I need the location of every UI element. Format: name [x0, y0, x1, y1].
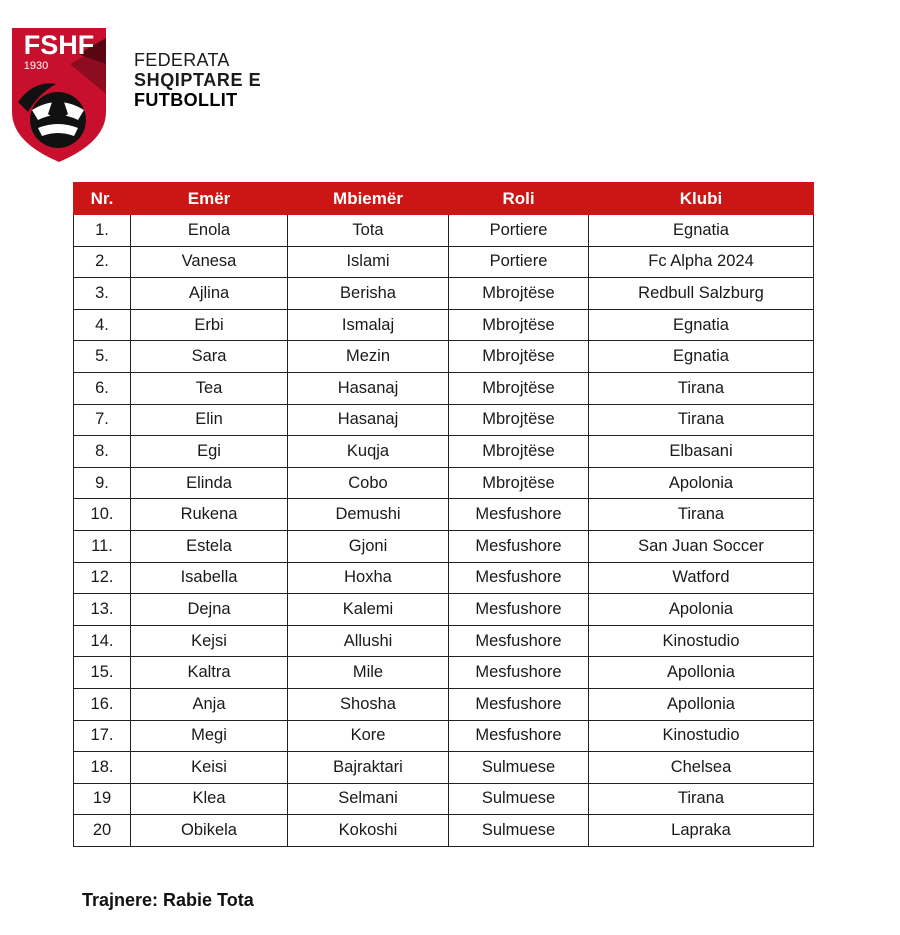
cell-surname: Gjoni — [288, 530, 449, 562]
cell-nr: 19 — [74, 783, 131, 815]
cell-club: Egnatia — [589, 215, 814, 247]
federation-name — [134, 50, 261, 110]
football-crest-icon — [8, 24, 110, 166]
cell-nr: 11. — [74, 530, 131, 562]
cell-name: Klea — [131, 783, 288, 815]
cell-nr: 8. — [74, 436, 131, 468]
coach-line: Trajnere: Rabie Tota — [82, 890, 254, 910]
cell-role: Mesfushore — [449, 625, 589, 657]
cell-name: Elin — [131, 404, 288, 436]
cell-name: Rukena — [131, 499, 288, 531]
cell-role: Portiere — [449, 246, 589, 278]
cell-surname: Allushi — [288, 625, 449, 657]
table-row — [74, 815, 814, 847]
cell-nr: 3. — [74, 278, 131, 310]
cell-surname: Hasanaj — [288, 372, 449, 404]
cell-nr: 6. — [74, 372, 131, 404]
cell-nr: 14. — [74, 625, 131, 657]
cell-role: Mesfushore — [449, 562, 589, 594]
cell-club: Apollonia — [589, 688, 814, 720]
table-row — [74, 720, 814, 752]
cell-club: Watford — [589, 562, 814, 594]
table-row — [74, 246, 814, 278]
table-row — [74, 278, 814, 310]
table-row — [74, 562, 814, 594]
cell-name: Kejsi — [131, 625, 288, 657]
cell-club: Chelsea — [589, 752, 814, 784]
column-header-surname: Mbiemër — [288, 183, 449, 215]
cell-nr: 12. — [74, 562, 131, 594]
column-header-nr: Nr. — [74, 183, 131, 215]
table-row — [74, 594, 814, 626]
cell-surname: Bajraktari — [288, 752, 449, 784]
table-row — [74, 752, 814, 784]
cell-name: Erbi — [131, 309, 288, 341]
cell-surname: Shosha — [288, 688, 449, 720]
cell-name: Vanesa — [131, 246, 288, 278]
cell-role: Mesfushore — [449, 657, 589, 689]
table-row — [74, 404, 814, 436]
cell-role: Sulmuese — [449, 815, 589, 847]
org-name-line-3: FUTBOLLIT — [134, 90, 238, 110]
cell-name: Ajlina — [131, 278, 288, 310]
cell-surname: Selmani — [288, 783, 449, 815]
cell-club: Tirana — [589, 783, 814, 815]
cell-surname: Berisha — [288, 278, 449, 310]
cell-nr: 9. — [74, 467, 131, 499]
cell-name: Dejna — [131, 594, 288, 626]
cell-club: Apollonia — [589, 657, 814, 689]
cell-name: Estela — [131, 530, 288, 562]
table-row — [74, 215, 814, 247]
cell-name: Sara — [131, 341, 288, 373]
column-header-club: Klubi — [589, 183, 814, 215]
cell-nr: 2. — [74, 246, 131, 278]
cell-name: Anja — [131, 688, 288, 720]
cell-surname: Hasanaj — [288, 404, 449, 436]
cell-club: Tirana — [589, 499, 814, 531]
cell-nr: 13. — [74, 594, 131, 626]
cell-nr: 15. — [74, 657, 131, 689]
cell-role: Mesfushore — [449, 720, 589, 752]
roster-body — [74, 215, 814, 847]
cell-nr: 7. — [74, 404, 131, 436]
cell-club: Tirana — [589, 404, 814, 436]
cell-nr: 4. — [74, 309, 131, 341]
cell-role: Mbrojtëse — [449, 467, 589, 499]
cell-club: Apolonia — [589, 594, 814, 626]
cell-name: Enola — [131, 215, 288, 247]
cell-name: Kaltra — [131, 657, 288, 689]
cell-surname: Mezin — [288, 341, 449, 373]
cell-club: Kinostudio — [589, 625, 814, 657]
table-row — [74, 372, 814, 404]
cell-name: Isabella — [131, 562, 288, 594]
cell-club: Egnatia — [589, 309, 814, 341]
cell-name: Egi — [131, 436, 288, 468]
cell-club: Egnatia — [589, 341, 814, 373]
cell-surname: Tota — [288, 215, 449, 247]
cell-role: Mesfushore — [449, 530, 589, 562]
cell-name: Obikela — [131, 815, 288, 847]
cell-name: Keisi — [131, 752, 288, 784]
table-row — [74, 783, 814, 815]
table-row — [74, 657, 814, 689]
table-row — [74, 499, 814, 531]
cell-name: Megi — [131, 720, 288, 752]
cell-nr: 1. — [74, 215, 131, 247]
cell-name: Elinda — [131, 467, 288, 499]
cell-surname: Kore — [288, 720, 449, 752]
cell-nr: 16. — [74, 688, 131, 720]
cell-club: Tirana — [589, 372, 814, 404]
column-header-role: Roli — [449, 183, 589, 215]
cell-surname: Kuqja — [288, 436, 449, 468]
cell-role: Mbrojtëse — [449, 309, 589, 341]
logo-abbr: FSHF — [23, 30, 95, 60]
cell-surname: Cobo — [288, 467, 449, 499]
cell-nr: 18. — [74, 752, 131, 784]
cell-role: Mbrojtëse — [449, 404, 589, 436]
table-header-row — [74, 183, 814, 215]
cell-role: Mbrojtëse — [449, 436, 589, 468]
cell-nr: 10. — [74, 499, 131, 531]
table-row — [74, 625, 814, 657]
table-row — [74, 436, 814, 468]
cell-role: Mbrojtëse — [449, 341, 589, 373]
cell-role: Mesfushore — [449, 499, 589, 531]
cell-surname: Kalemi — [288, 594, 449, 626]
cell-name: Tea — [131, 372, 288, 404]
table-row — [74, 309, 814, 341]
cell-role: Mesfushore — [449, 594, 589, 626]
cell-nr: 5. — [74, 341, 131, 373]
table-row — [74, 688, 814, 720]
cell-club: Fc Alpha 2024 — [589, 246, 814, 278]
cell-surname: Hoxha — [288, 562, 449, 594]
cell-surname: Demushi — [288, 499, 449, 531]
cell-role: Mbrojtëse — [449, 278, 589, 310]
cell-club: Elbasani — [589, 436, 814, 468]
cell-surname: Kokoshi — [288, 815, 449, 847]
cell-club: Redbull Salzburg — [589, 278, 814, 310]
table-row — [74, 341, 814, 373]
cell-role: Mbrojtëse — [449, 372, 589, 404]
cell-club: San Juan Soccer — [589, 530, 814, 562]
cell-role: Mesfushore — [449, 688, 589, 720]
org-name-line-2: SHQIPTARE E — [134, 70, 262, 90]
cell-role: Sulmuese — [449, 752, 589, 784]
cell-surname: Mile — [288, 657, 449, 689]
logo-year: 1930 — [23, 60, 49, 72]
player-roster-table — [73, 182, 814, 847]
table-row — [74, 467, 814, 499]
cell-role: Portiere — [449, 215, 589, 247]
table-row — [74, 530, 814, 562]
cell-role: Sulmuese — [449, 783, 589, 815]
cell-nr: 17. — [74, 720, 131, 752]
fshf-logo — [8, 24, 110, 166]
column-header-name: Emër — [131, 183, 288, 215]
org-name-line-1: FEDERATA — [134, 50, 230, 70]
cell-club: Lapraka — [589, 815, 814, 847]
cell-nr: 20 — [74, 815, 131, 847]
cell-club: Apolonia — [589, 467, 814, 499]
cell-club: Kinostudio — [589, 720, 814, 752]
cell-surname: Islami — [288, 246, 449, 278]
cell-surname: Ismalaj — [288, 309, 449, 341]
